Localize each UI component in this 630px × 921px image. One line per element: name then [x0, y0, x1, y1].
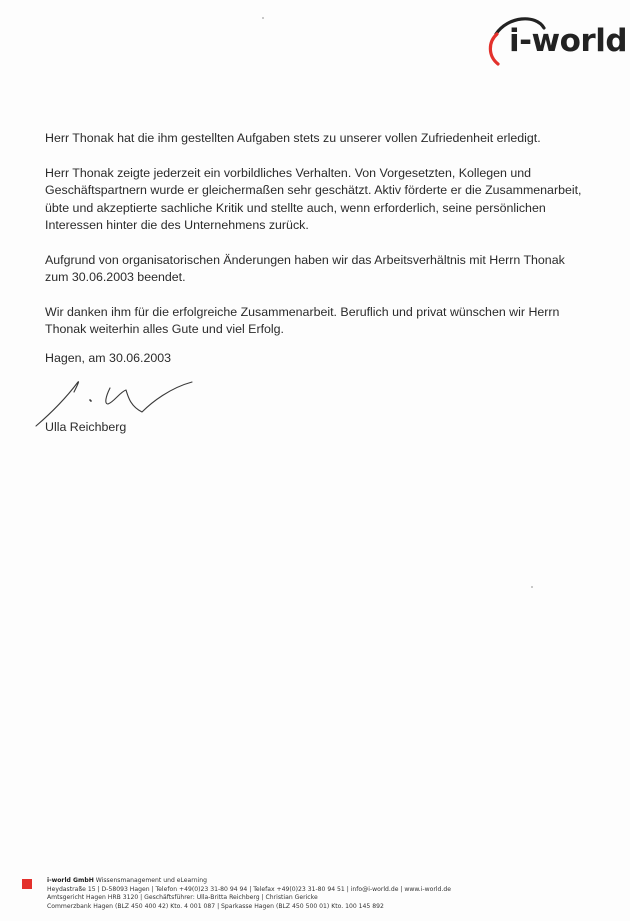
- footer-red-square-icon: [22, 879, 32, 889]
- i-world-logo: [478, 12, 628, 70]
- place-date: Hagen, am 30.06.2003: [45, 351, 172, 365]
- logo-wordmark: i-world: [509, 23, 628, 59]
- signer-name: Ulla Reichberg: [45, 420, 127, 434]
- footer-text: [47, 877, 451, 912]
- footer-company-name: i-world GmbH: [47, 877, 94, 884]
- paragraph-4: Wir danken ihm für die erfolgreiche Zusammenarbeit. Beruflich und privat wünschen wir Herrn Thonak weiterhin alles Gute und viel Erfolg.: [45, 304, 560, 336]
- footer-line-1: [47, 877, 451, 886]
- footer-line-3: Amtsgericht Hagen HRB 3120 | Geschäftsführer: Ulla-Britta Reichberg | Christian Gericke: [47, 894, 318, 902]
- paragraph-2: Herr Thonak zeigte jederzeit ein vorbildliches Verhalten. Von Vorgesetzten, Kollegen und Geschäftspartnern wurde er gleichermaßen sehr geschätzt. Aktiv förderte er die Zusammenarbeit, übte und akzeptierte sachliche Kritik und stellte auch, wenn erforderlich, seine persönlichen Interessen hinter die des Unternehmens zurück.: [45, 165, 582, 232]
- scan-speck: [531, 586, 533, 588]
- letter-body: [45, 130, 590, 356]
- footer-line-2: Heydastraße 15 | D-58093 Hagen | Telefon +49(0)23 31-80 94 94 | Telefax +49(0)23 31-80 94 51 | info@i-world.de | www.i-world.de: [47, 885, 451, 893]
- footer-line-4: Commerzbank Hagen (BLZ 450 400 42) Kto. 4 001 087 | Sparkasse Hagen (BLZ 450 500 01) Kto. 100 145 892: [47, 903, 384, 911]
- footer-company-tagline: Wissensmanagement und eLearning: [95, 877, 207, 884]
- paragraph-1: Herr Thonak hat die ihm gestellten Aufgaben stets zu unserer vollen Zufriedenheit erledigt.: [45, 131, 541, 145]
- scan-speck: [262, 17, 264, 19]
- paragraph-3: Aufgrund von organisatorischen Änderungen haben wir das Arbeitsverhältnis mit Herrn Thonak zum 30.06.2003 beendet.: [45, 252, 565, 284]
